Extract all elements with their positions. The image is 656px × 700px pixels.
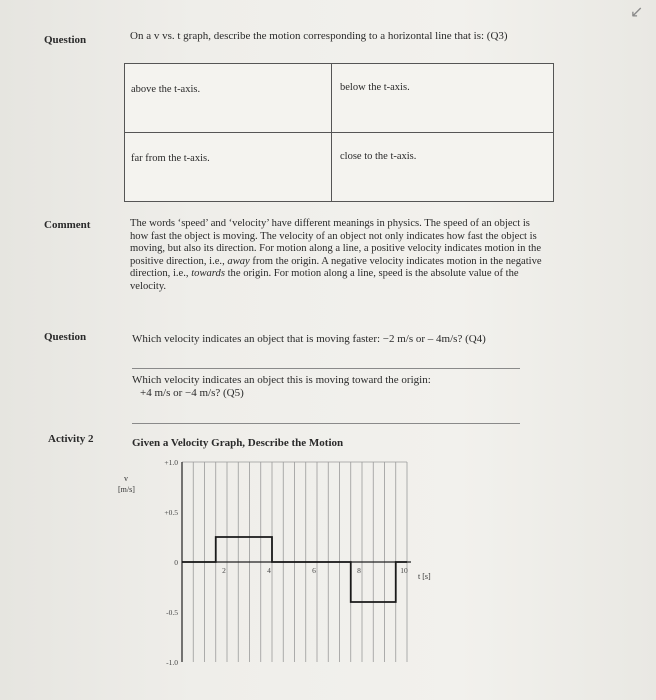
x-tick-label: 6	[312, 566, 316, 575]
q5-text-line1: Which velocity indicates an object this is moving toward the origin:	[132, 374, 431, 386]
y-axis-label-unit: [m/s]	[118, 485, 135, 494]
cell-close-to-t-axis[interactable]: close to the t-axis.	[332, 133, 554, 202]
y-tick-labels	[164, 458, 178, 667]
y-tick-label: +1.0	[164, 458, 178, 467]
q5-answer-line[interactable]	[132, 423, 520, 424]
q4-label: Question	[44, 331, 87, 343]
cell-above-t-axis[interactable]: above the t-axis.	[125, 64, 332, 133]
q3-label: Question	[44, 34, 87, 46]
q3-response-table	[124, 63, 554, 202]
velocity-graph	[118, 450, 558, 700]
x-tick-label: 4	[267, 566, 271, 575]
x-tick-label: 10	[400, 566, 408, 575]
x-tick-label: 8	[357, 566, 361, 575]
x-axis-label: t [s]	[418, 572, 431, 581]
y-tick-label: +0.5	[164, 508, 178, 517]
cell-below-t-axis[interactable]: below the t-axis.	[332, 64, 554, 133]
comment-label: Comment	[44, 219, 91, 231]
y-tick-label: -0.5	[166, 608, 178, 617]
q5-text-line2: +4 m/s or −4 m/s? (Q5)	[140, 387, 244, 399]
q4-answer-line[interactable]	[132, 368, 520, 369]
expand-arrow-icon[interactable]: ↙	[630, 2, 644, 21]
x-tick-label: 2	[222, 566, 226, 575]
y-axis-label-v: v	[124, 474, 128, 483]
q4-text: Which velocity indicates an object that is moving faster: −2 m/s or – 4m/s? (Q4)	[132, 333, 486, 345]
x-tick-labels	[222, 566, 408, 575]
comment-text: The words ‘speed’ and ‘velocity’ have different meanings in physics. The speed of an object is how fast the object is moving. The velocity of an object not only indicates how fast the object is moving, but also its direction. For motion along a line, a positive velocity indicates motion in the positive direction, i.e., away from the origin. A negative velocity indicates motion in the negative direction, i.e., towards the origin. For motion along a line, speed is the absolute value of the velocity.	[130, 218, 542, 292]
y-tick-label: 0	[174, 558, 178, 567]
activity-title: Given a Velocity Graph, Describe the Motion	[132, 437, 344, 449]
activity-label: Activity 2	[48, 433, 94, 445]
y-tick-label: -1.0	[166, 658, 178, 667]
cell-far-from-t-axis[interactable]: far from the t-axis.	[125, 133, 332, 202]
q3-text: On a v vs. t graph, describe the motion corresponding to a horizontal line that is: (Q3)	[130, 30, 508, 42]
